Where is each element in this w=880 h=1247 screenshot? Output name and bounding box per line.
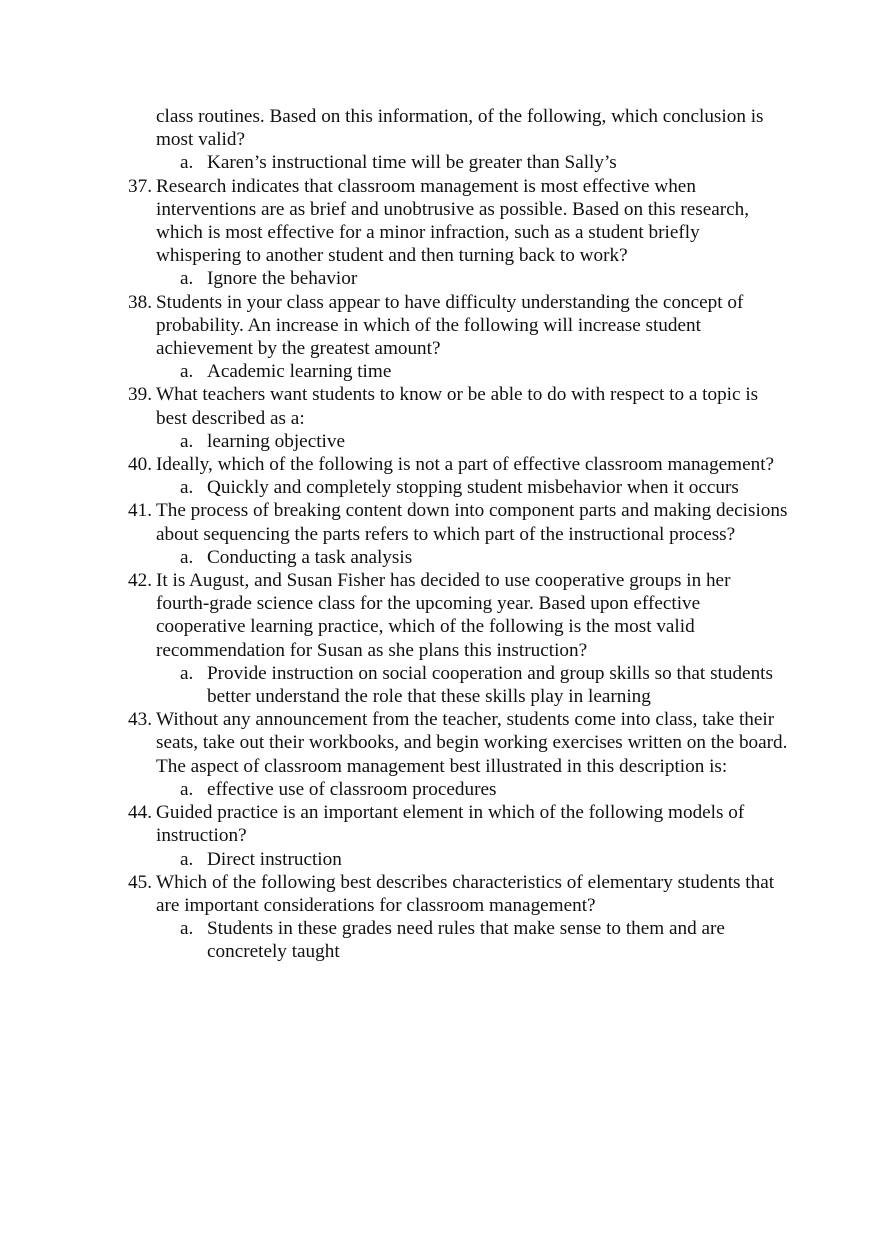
answer-text: Direct instruction	[207, 848, 342, 870]
question-number: 44.	[128, 802, 152, 824]
answer-text: learning objective	[207, 430, 345, 452]
question-text: Guided practice is an important element in which of the following models of instruction?	[156, 802, 745, 847]
answer-letter: a.	[180, 477, 194, 499]
question-number: 37.	[128, 175, 152, 197]
question-43	[128, 708, 788, 778]
answer-letter: a.	[180, 918, 194, 940]
question-number: 45.	[128, 871, 152, 893]
question-text: What teachers want students to know or be able to do with respect to a topic is best described as a:	[156, 384, 759, 429]
question-list	[128, 105, 788, 964]
answer-43	[128, 778, 788, 801]
answer-letter: a.	[180, 546, 194, 568]
question-text: Ideally, which of the following is not a part of effective classroom management?	[156, 454, 775, 476]
question-42	[128, 569, 788, 662]
answer-41	[128, 546, 788, 569]
question-text: Students in your class appear to have difficulty understanding the concept of probability. An increase in which of the following will increase student achievement by the greatest amount?	[156, 291, 744, 360]
answer-text: Karen’s instructional time will be greater than Sally’s	[207, 152, 617, 174]
question-number: 38.	[128, 291, 152, 313]
question-text: Which of the following best describes characteristics of elementary students that are important considerations for classroom management?	[156, 871, 775, 916]
question-text: Without any announcement from the teacher, students come into class, take their seats, take out their workbooks, and begin working exercises written on the board. The aspect of classroom management best illustrated in this description is:	[156, 709, 788, 777]
question-38	[128, 291, 788, 361]
continued-answer	[128, 151, 788, 174]
question-41	[128, 499, 788, 545]
question-number: 43.	[128, 709, 152, 731]
answer-letter: a.	[180, 152, 194, 174]
answer-letter: a.	[180, 268, 194, 290]
question-45	[128, 871, 788, 917]
answer-text: Provide instruction on social cooperation and group skills so that students better understand the role that these skills play in learning	[207, 662, 773, 708]
question-text: The process of breaking content down into component parts and making decisions about sequencing the parts refers to which part of the instructional process?	[156, 500, 788, 545]
answer-42	[128, 662, 788, 708]
question-37	[128, 175, 788, 268]
question-number: 41.	[128, 500, 152, 522]
answer-text: Quickly and completely stopping student misbehavior when it occurs	[207, 477, 739, 499]
question-number: 40.	[128, 454, 152, 476]
answer-text: Students in these grades need rules that make sense to them and are concretely taught	[207, 918, 725, 963]
answer-38	[128, 360, 788, 383]
answer-text: Ignore the behavior	[207, 268, 358, 290]
answer-37	[128, 267, 788, 290]
answer-44	[128, 848, 788, 871]
answer-text: effective use of classroom procedures	[207, 778, 497, 800]
question-44	[128, 801, 788, 847]
answer-40	[128, 476, 788, 499]
answer-letter: a.	[180, 778, 194, 800]
answer-letter: a.	[180, 361, 194, 383]
answer-letter: a.	[180, 848, 194, 870]
answer-39	[128, 430, 788, 453]
question-40	[128, 453, 788, 476]
continued-question-text: class routines. Based on this information, of the following, which conclusion is most valid?	[156, 106, 764, 151]
question-number: 42.	[128, 570, 152, 592]
question-text: Research indicates that classroom management is most effective when interventions are as brief and unobtrusive as possible. Based on this research, which is most effective for a minor infraction, such as a student briefly whispering to another student and then turning back to work?	[156, 175, 750, 267]
answer-45	[128, 917, 788, 963]
answer-letter: a.	[180, 662, 194, 684]
question-39	[128, 383, 788, 429]
question-text: It is August, and Susan Fisher has decided to use cooperative groups in her fourth-grade science class for the upcoming year. Based upon effective cooperative learning practice, which of the following is the most valid recommendation for Susan as she plans this instruction?	[156, 570, 731, 661]
answer-text: Conducting a task analysis	[207, 546, 413, 568]
answer-text: Academic learning time	[207, 361, 392, 383]
answer-letter: a.	[180, 430, 194, 452]
question-number: 39.	[128, 384, 152, 406]
